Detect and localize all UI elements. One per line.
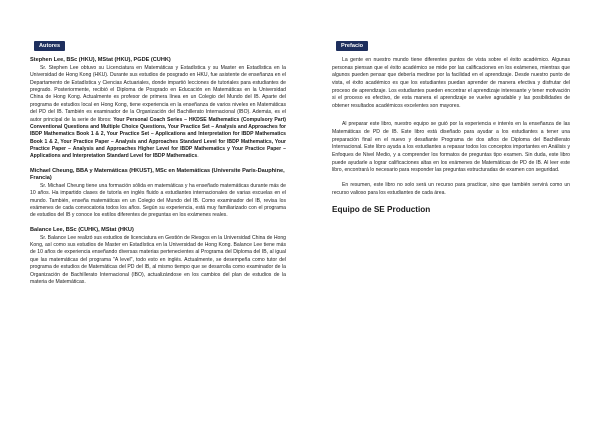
author-name: Stephen Lee, BSc (HKU), MStat (HKU), PGDE (CUHK) xyxy=(30,57,171,63)
author-bio-end: . xyxy=(197,153,199,160)
author-bio: Sr. Balance Lee realizó sus estudios de licenciatura en Gestión de Riesgos en la Universidad China de Hong Kong, así como sus estudios de Master en Estadística en la Universidad de Hong Kong. Balance Lee tiene más de 10 años de experiencia enseñando diversas materias pertenecientes al Programa del Diploma del IB, al igual que las matemáticas del programa "A level", todo esto en inglés. Actualmente, se desempeña como tutor del programa de estudios de Matemáticas del PD del IB, al mismo tiempo que se desarrolla como examinador de la Organización de Bachillerato Internacional (IBO), actualizándose en los cambios del plan de estudios de la materia de Matemáticas. xyxy=(30,234,286,285)
preface-page xyxy=(300,0,600,424)
preface-paragraph: Al preparar este libro, nuestro equipo se guió por la experiencia e interés en la enseñanza de las Matemáticas de PD de IB. Este libro está diseñado para ayudar a los estudiantes a tener una preparación final en el nuevo y desafiante Programa de dos años de Diploma del Bachillerato Internacional. Este libro ayuda a los estudiantes a repasar todos los conceptos importantes en Análisis y Enfoques de Nivel Medio, y a comprender los formatos de preguntas tipo examen. Sin duda, este libro puede ayudarle a lograr calificaciones altas en los exámenes de Matemáticas de PD de IB. Al leer este libro, encontrará lo necesario para responder las preguntas estructuradas de examen con seguridad. xyxy=(332,121,570,174)
author-bio-text: Sr. Stephen Lee obtuvo su Licenciatura en Matemáticas y Estadística y su Master en Estadística en la Universidad de Hong Kong (HKU). Durante sus estudios de posgrado en HKU, fue asistente de enseñanza en el Departamento de Estadística y Ciencias Actuariales, donde impartió lecciones de tutoriales para estudiantes de pregrado. Posteriormente, recibió el Diploma de Posgrado en Educación en Matemáticas en la Universidad China de Hong Kong. Actualmente es profesor de primera línea en un Colegio del Mundo del IB. Aparte del programa de estudios local en Hong Kong, tiene experiencia en la enseñanza de varios niveles en Matemáticas del PD del IB. También es examinador de la Organización del Bachillerato Internacional (IBO). Además, es el autor principal de la serie de libros: xyxy=(30,64,286,123)
book-series-list: Your Personal Coach Series – HKDSE Mathematics (Compulsory Part) Conventional Questions and Multiple Choice Questions, Your Practice Set – Analysis and Approaches for IBDP Mathematics Book 1 & 2, Your Practice Set – Applications and Interpretation for IBDP Mathematics Book 1 & 2, Your Practice Paper – Analysis and Approaches Standard Level for IBDP Mathematics, Your Practice Paper – Analysis and Approaches Higher Level for IBDP Mathematics y Your Practice Paper – Applications and Interpretation Standard Level for IBDP Mathematics xyxy=(30,116,286,160)
preface-paragraph: En resumen, este libro no solo será un recurso para practicar, sino que también servirá como un recurso valioso para los estudiantes de cada área. xyxy=(332,181,570,196)
authors-tab: Autores xyxy=(34,41,65,51)
author-stephen-lee xyxy=(30,57,286,161)
author-bio xyxy=(30,65,286,161)
preface-tab: Prefacio xyxy=(336,41,368,51)
author-bio: Sr. Michael Cheung tiene una formación sólida en matemáticas y ha enseñado matemáticas durante más de 10 años. Ha impartido clases de tutoría en inglés fluido a estudiantes internacionales de varias escuelas en el mundo. También, enseña matemáticas en un Colegio del Mundo del IB. Como examinador del IB, revisa los exámenes de cada convocatoria todos los años. Según su experiencia, está muy familiarizado con el programa de estudios del IB y conoce los estilos diferentes de preguntas en los exámenes reales. xyxy=(30,182,286,219)
team-signature: Equipo de SE Production xyxy=(332,205,431,215)
author-balance-lee xyxy=(30,227,286,287)
author-name: Michael Cheung, BBA y Matemáticas (HKUST), MSc en Matemáticas (Universite Paris-Dauphine, Francia) xyxy=(30,167,285,181)
author-name: Balance Lee, BSc (CUHK), MStat (HKU) xyxy=(30,226,134,233)
preface-paragraph: La gente en nuestro mundo tiene diferentes puntos de vista sobre el éxito académico. Algunas personas piensan que el éxito académico se mide por las calificaciones en los exámenes, mientras que algunos pueden pensar que debería medirse por la facilidad en el aprendizaje. Desde nuestro punto de vista, el éxito académico es que los estudiantes puedan aprender de manera efectiva y disfrutar del proceso de aprendizaje. Los estudiantes pueden encontrar el aprendizaje interesante y tener motivación si el proceso es efectivo, de esta manera el aprendizaje se vuelve agradable y las posibilidades de obtener resultados académicos excelentes son mayores. xyxy=(332,57,570,109)
author-michael-cheung xyxy=(30,168,286,220)
